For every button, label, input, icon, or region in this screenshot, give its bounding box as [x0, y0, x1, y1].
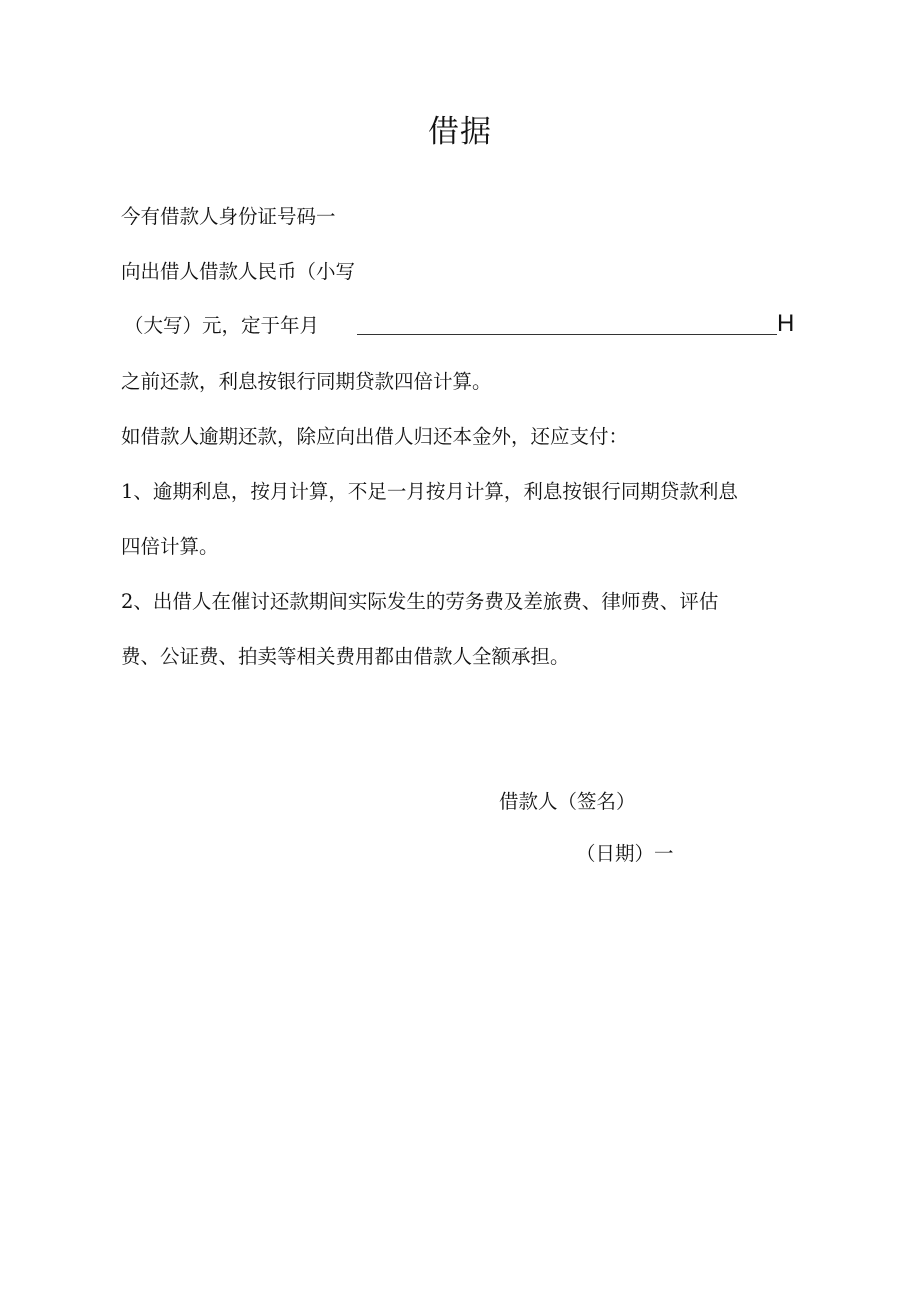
line-tail-character: H — [777, 310, 795, 337]
body-line-repay-date: （大写）元，定于年月 — [124, 314, 320, 337]
borrower-signature-label: 借款人（签名） — [499, 790, 636, 813]
body-line-loan-amount: 向出借人借款人民币（小写 — [121, 260, 356, 283]
signature-date-label: （日期）一 — [576, 842, 674, 865]
clause-1-line-1: 1、逾期利息，按月计算，不足一月按月计算，利息按银行同期贷款利息 — [121, 480, 738, 503]
clause-2-line-2: 费、公证费、拍卖等相关费用都由借款人全额承担。 — [121, 645, 570, 668]
clause-2-line-1: 2、出借人在催讨还款期间实际发生的劳务费及差旅费、律师费、评估 — [121, 590, 719, 613]
body-line-id-number: 今有借款人身份证号码一 — [121, 205, 336, 228]
document-title: 借据 — [428, 114, 492, 150]
body-line-interest: 之前还款，利息按银行同期贷款四倍计算。 — [121, 370, 492, 393]
clause-1-line-2: 四倍计算。 — [121, 535, 219, 558]
date-blank-underline — [357, 334, 777, 335]
body-line-overdue: 如借款人逾期还款，除应向出借人归还本金外，还应支付： — [121, 425, 629, 448]
